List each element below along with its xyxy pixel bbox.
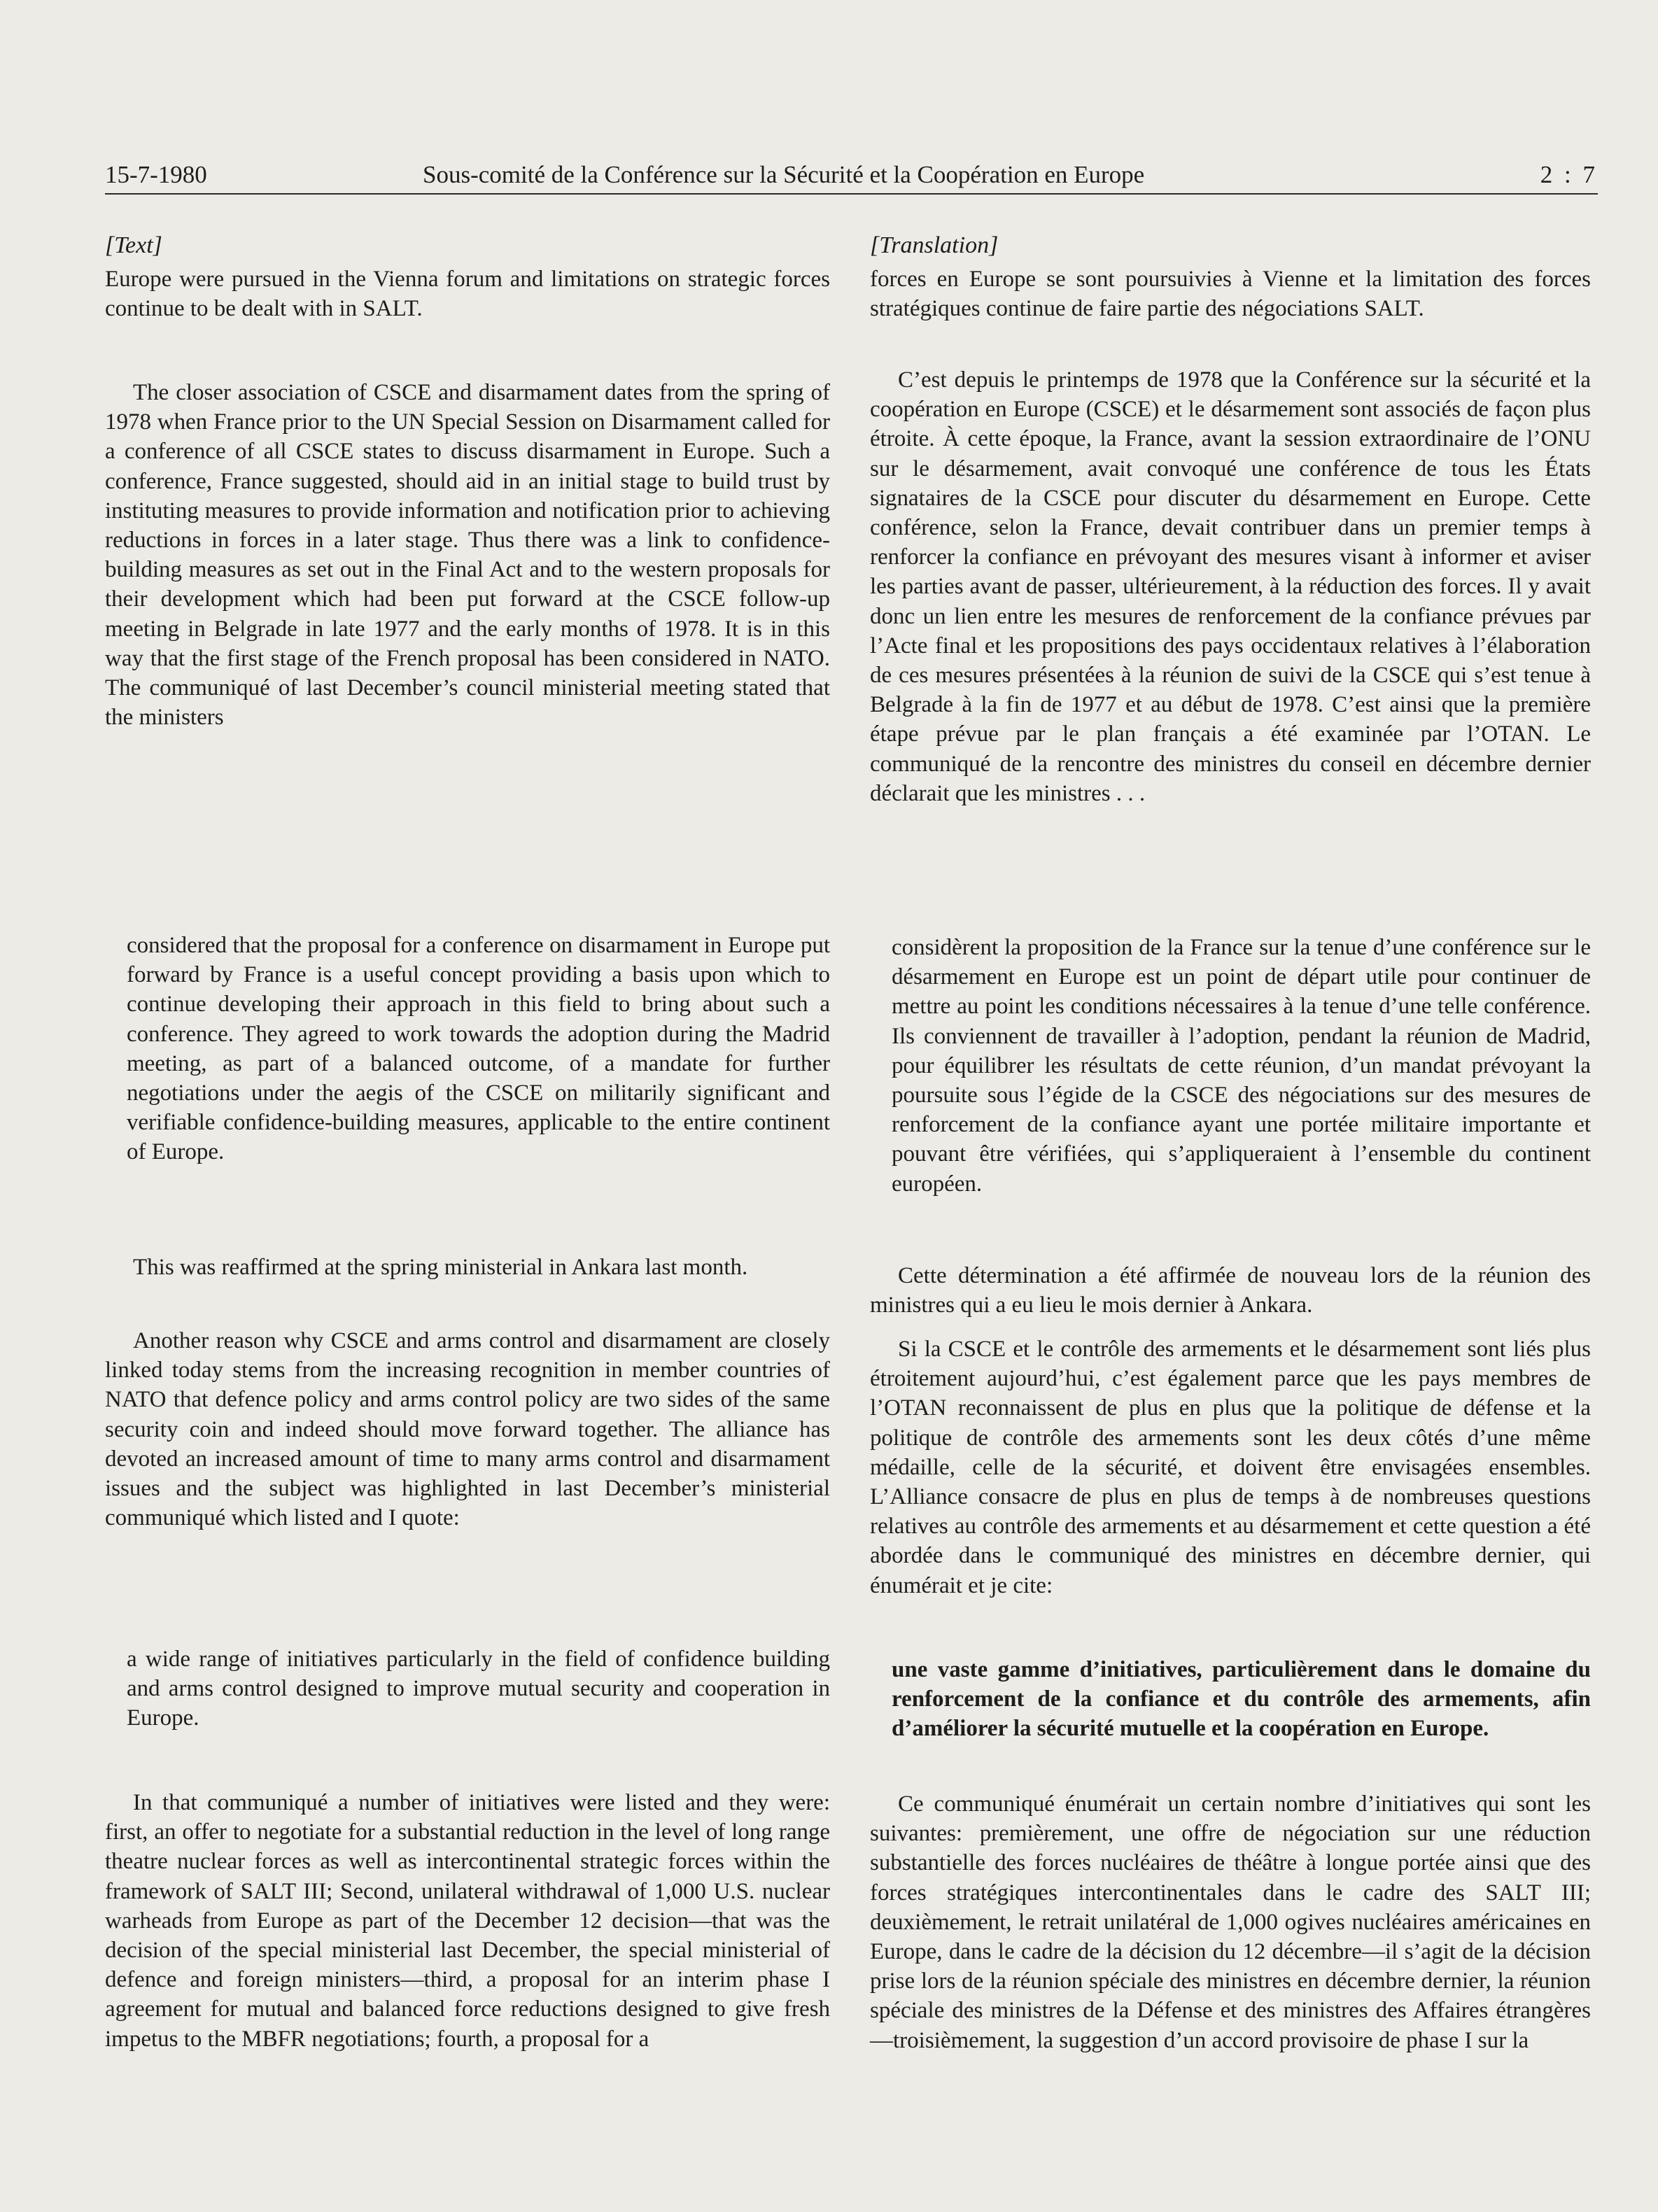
header-page-number: 2 : 7 <box>1540 161 1598 188</box>
page-header <box>105 158 1598 192</box>
text-label: [Text] <box>105 232 162 258</box>
left-paragraph: The closer association of CSCE and disarmament dates from the spring of 1978 when France prior to the UN Special Session on Disarmament called for a conference of all CSCE states to discuss disarmament in Europe. Such a conference, France suggested, should aid in an initial stage to build trust by instituting measures to provide information and notification prior to achieving reductions in forces in a later stage. Thus there was a link to confidence-building measures as set out in the Final Act and to the western proposals for their development which had been put forward at the CSCE follow-up meeting in Belgrade in late 1977 and the early months of 1978. It is in this way that the first stage of the French proposal has been considered in NATO. The communiqué of last December’s council ministerial meeting stated that the ministers <box>105 380 830 731</box>
right-paragraph: Cette détermination a été affirmée de nouveau lors de la réunion des ministres qui a eu lieu le mois dernier à Ankara. <box>870 1263 1591 1318</box>
right-paragraph: Si la CSCE et le contrôle des armements et le désarmement sont liés plus étroitement aujourd’hui, c’est également parce que les pays membres de l’OTAN reconnaissent de plus en plus que la politique de défense et la politique de contrôle des armements sont les deux côtés d’une même médaille, celle de la sécurité, et doivent être envisagées ensembles. L’Alliance consacre de plus en plus de temps à de nombreuses questions relatives au contrôle des armements et au désarmement et cette question a été abordée dans le communiqué des ministres en décembre dernier, qui énumérait et je cite: <box>870 1337 1591 1598</box>
right-paragraph: Ce communiqué énumérait un certain nombre d’initiatives qui sont les suivantes: premièrement, une offre de négociation sur une réduction substantielle des forces nucléaires de théâtre à longue portée ainsi que des forces stratégiques intercontinentales dans le cadre des SALT III; deuxièmement, le retrait unilatéral de 1,000 ogives nucléaires américaines en Europe, dans le cadre de la décision du 12 décembre—il s’agit de la décision prise lors de la réunion spéciale des ministres en décembre dernier, la réunion spéciale des ministres de la Défense et des ministres des Affaires étrangères—troisièmement, la suggestion d’un accord provisoire de phase I sur la <box>870 1791 1591 2053</box>
right-paragraph: C’est depuis le printemps de 1978 que la Conférence sur la sécurité et la coopération en Europe (CSCE) et le désarmement sont associés de façon plus étroite. À cette époque, la France, avant la session extraordinaire de l’ONU sur le désarmement, avait convoqué une conférence de tous les États signataires de la CSCE pour discuter du désarmement en Europe. Cette conférence, selon la France, devait contribuer dans un premier temps à renforcer la confiance en prévoyant des mesures visant à informer et aviser les parties avant de passer, ultérieurement, à la réduction des forces. Il y avait donc un lien entre les mesures de renforcement de la confiance prévues par l’Acte final et les propositions des pays occidentaux relatives à l’élaboration de ces mesures présentées à la réunion de suivi de la CSCE qui s’est tenue à Belgrade à la fin de 1977 et au début de 1978. C’est ainsi que la première étape prévue par le plan français a été examinée par l’OTAN. Le communiqué de la rencontre des ministres du conseil en décembre dernier déclarait que les ministres . . . <box>870 367 1591 806</box>
right-quote: une vaste gamme d’initiatives, particulièrement dans le domaine du renforcement de la confiance et du contrôle des armements, afin d’améliorer la sécurité mutuelle et la coopération en Europe. <box>892 1657 1591 1742</box>
left-paragraph: Another reason why CSCE and arms control and disarmament are closely linked today stems from the increasing recognition in member countries of NATO that defence policy and arms control policy are two sides of the same security coin and indeed should move forward together. The alliance has devoted an increased amount of time to many arms control and disarmament issues and the subject was highlighted in last December’s ministerial communiqué which listed and I quote: <box>105 1328 830 1531</box>
left-paragraph: This was reaffirmed at the spring ministerial in Ankara last month. <box>133 1255 748 1280</box>
right-column <box>870 231 1591 2190</box>
translation-label: [Translation] <box>870 232 999 258</box>
header-title: Sous-comité de la Conférence sur la Sécurité et la Coopération en Europe <box>423 161 1145 188</box>
left-paragraph: In that communiqué a number of initiatives were listed and they were: first, an offer to negotiate for a substantial reduction in the level of long range theatre nuclear forces as well as intercontinental strategic forces within the framework of SALT III; Second, unilateral withdrawal of 1,000 U.S. nuclear warheads from Europe as part of the December 12 decision—that was the decision of the special ministerial last December, the special ministerial of defence and foreign ministers—third, a proposal for an interim phase I agreement for mutual and balanced force reductions designed to give fresh impetus to the MBFR negotiations; fourth, a proposal for a <box>105 1790 830 2052</box>
header-date: 15-7-1980 <box>105 161 207 188</box>
left-quote: a wide range of initiatives particularly in the field of confidence building and arms control designed to improve mutual security and cooperation in Europe. <box>127 1647 830 1731</box>
left-paragraph: Europe were pursued in the Vienna forum and limitations on strategic forces continue to be dealt with in SALT. <box>105 267 830 322</box>
right-quote: considèrent la proposition de la France sur la tenue d’une conférence sur le désarmement en Europe est un point de départ utile pour continuer de mettre au point les conditions nécessaires à la tenue d’une telle conférence. Ils conviennent de travailler à l’adoption, pendant la réunion de Madrid, pour équilibrer les résultats de cette réunion, d’un mandat prévoyant la poursuite sous l’égide de la CSCE des négociations sur des mesures de renforcement de la confiance ayant une portée militaire importante et pouvant être vérifiées, qui s’appliqueraient à l’ensemble du continent européen. <box>892 935 1591 1197</box>
left-column <box>105 231 830 2190</box>
left-quote: considered that the proposal for a conference on disarmament in Europe put forward by France is a useful concept providing a basis upon which to continue developing their approach in this field to bring about such a conference. They agreed to work towards the adoption during the Madrid meeting, as part of a balanced outcome, of a mandate for further negotiations under the aegis of the CSCE on militarily significant and verifiable confidence-building measures, applicable to the entire continent of Europe. <box>127 933 830 1165</box>
right-paragraph: forces en Europe se sont poursuivies à Vienne et la limitation des forces stratégiques continue de faire partie des négociations SALT. <box>870 267 1591 322</box>
header-rule <box>105 193 1598 195</box>
